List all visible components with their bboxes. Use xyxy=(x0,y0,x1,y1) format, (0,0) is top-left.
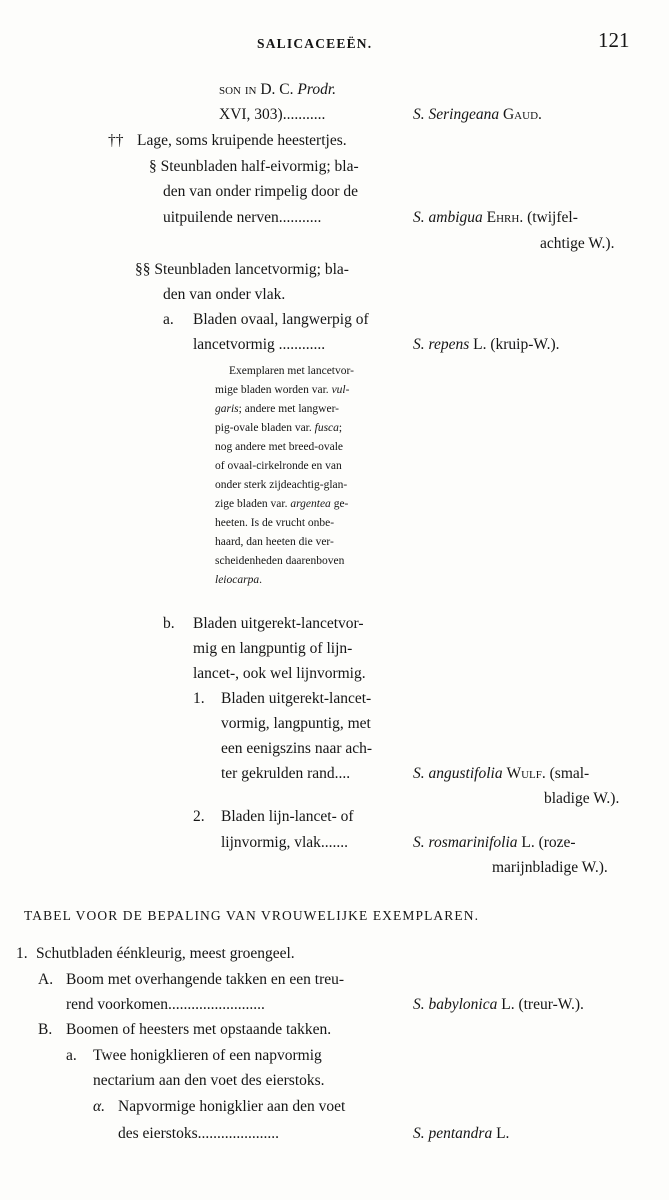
text-line: des eierstoks..................... xyxy=(118,1125,280,1142)
item-label: B. xyxy=(38,1021,53,1038)
text-line: §§ Steunbladen lancetvormig; bla- xyxy=(135,261,349,278)
table-title: TABEL VOOR DE BEPALING VAN VROUWELIJKE EXEMPLAREN. xyxy=(24,908,480,923)
species-pentandra: S. pentandra L. xyxy=(413,1125,510,1142)
species-rosmarinifolia: S. rosmarinifolia L. (roze- xyxy=(413,834,576,851)
text-line: lijnvormig, vlak....... xyxy=(221,834,349,851)
text-line: XVI, 303)........... xyxy=(219,106,326,123)
page-number: 121 xyxy=(598,28,630,52)
text-line: Boom met overhangende takken en een treu- xyxy=(66,971,345,988)
item-label: b. xyxy=(163,615,175,632)
text-line: mig en langpuntig of lijn- xyxy=(193,640,353,657)
species-repens: S. repens L. (kruip-W.). xyxy=(413,336,560,353)
note-line: heeten. Is de vrucht onbe- xyxy=(215,517,335,529)
text-line: Lage, soms kruipende heestertjes. xyxy=(137,132,347,149)
species-seringeana: S. Seringeana Gaud. xyxy=(413,106,542,123)
text-line: § Steunbladen half-eivormig; bla- xyxy=(149,158,359,175)
note-line: zige bladen var. argentea ge- xyxy=(215,498,349,510)
item-label: A. xyxy=(38,971,54,988)
text-line: den van onder rimpelig door de xyxy=(163,183,358,200)
text-line: nectarium aan den voet des eierstoks. xyxy=(93,1072,325,1089)
note-line: onder sterk zijdeachtig-glan- xyxy=(215,479,348,491)
text-line: vormig, langpuntig, met xyxy=(221,715,371,732)
item-label: 1. xyxy=(16,945,28,962)
text-line: achtige W.). xyxy=(540,235,615,252)
text-line: lancet-, ook wel lijnvormig. xyxy=(193,665,366,682)
note-line: mige bladen worden var. vul- xyxy=(215,384,350,396)
note-line: Exemplaren met lancetvor- xyxy=(229,365,354,377)
item-label: 1. xyxy=(193,690,205,707)
item-label: a. xyxy=(66,1047,77,1064)
text-line: lancetvormig ............ xyxy=(193,336,326,353)
item-label: 2. xyxy=(193,808,205,825)
text-line: Twee honigklieren of een napvormig xyxy=(93,1047,322,1064)
note-line: haard, dan heeten die ver- xyxy=(215,536,334,548)
note-line: garis; andere met langwer- xyxy=(215,403,340,415)
species-babylonica: S. babylonica L. (treur-W.). xyxy=(413,996,584,1013)
running-title: SALICACEEËN. xyxy=(257,36,373,51)
note-line: scheidenheden daarenboven xyxy=(215,555,345,567)
text-line: marijnbladige W.). xyxy=(492,859,608,876)
note-line: of ovaal-cirkelronde en van xyxy=(215,460,342,472)
note-line: pig-ovale bladen var. fusca; xyxy=(215,422,343,434)
note-line: leiocarpa. xyxy=(215,574,262,586)
text-line: rend voorkomen......................... xyxy=(66,996,265,1013)
text-line: ter gekrulden rand.... xyxy=(221,765,351,782)
species-angustifolia: S. angustifolia Wulf. (smal- xyxy=(413,765,590,782)
text-line: Schutbladen éénkleurig, meest groengeel. xyxy=(36,945,295,962)
key-marker: †† xyxy=(108,132,124,149)
text-line: Bladen ovaal, langwerpig of xyxy=(193,311,369,328)
text-line: Bladen uitgerekt-lancetvor- xyxy=(193,615,364,632)
text-line: Napvormige honigklier aan den voet xyxy=(118,1098,346,1115)
text-line: son in D. C. Prodr. xyxy=(219,81,337,98)
text-line: Boomen of heesters met opstaande takken. xyxy=(66,1021,332,1038)
text-line: den van onder vlak. xyxy=(163,286,286,303)
text-line: een eenigszins naar ach- xyxy=(221,740,373,757)
item-label: a. xyxy=(163,311,174,328)
text-line: uitpuilende nerven........... xyxy=(163,209,322,226)
text-line: Bladen uitgerekt-lancet- xyxy=(221,690,372,707)
species-ambigua: S. ambigua Ehrh. (twijfel- xyxy=(413,209,578,226)
item-label: α. xyxy=(93,1098,106,1115)
text-line: bladige W.). xyxy=(544,790,620,807)
text-line: Bladen lijn-lancet- of xyxy=(221,808,354,825)
note-line: nog andere met breed-ovale xyxy=(215,441,344,453)
